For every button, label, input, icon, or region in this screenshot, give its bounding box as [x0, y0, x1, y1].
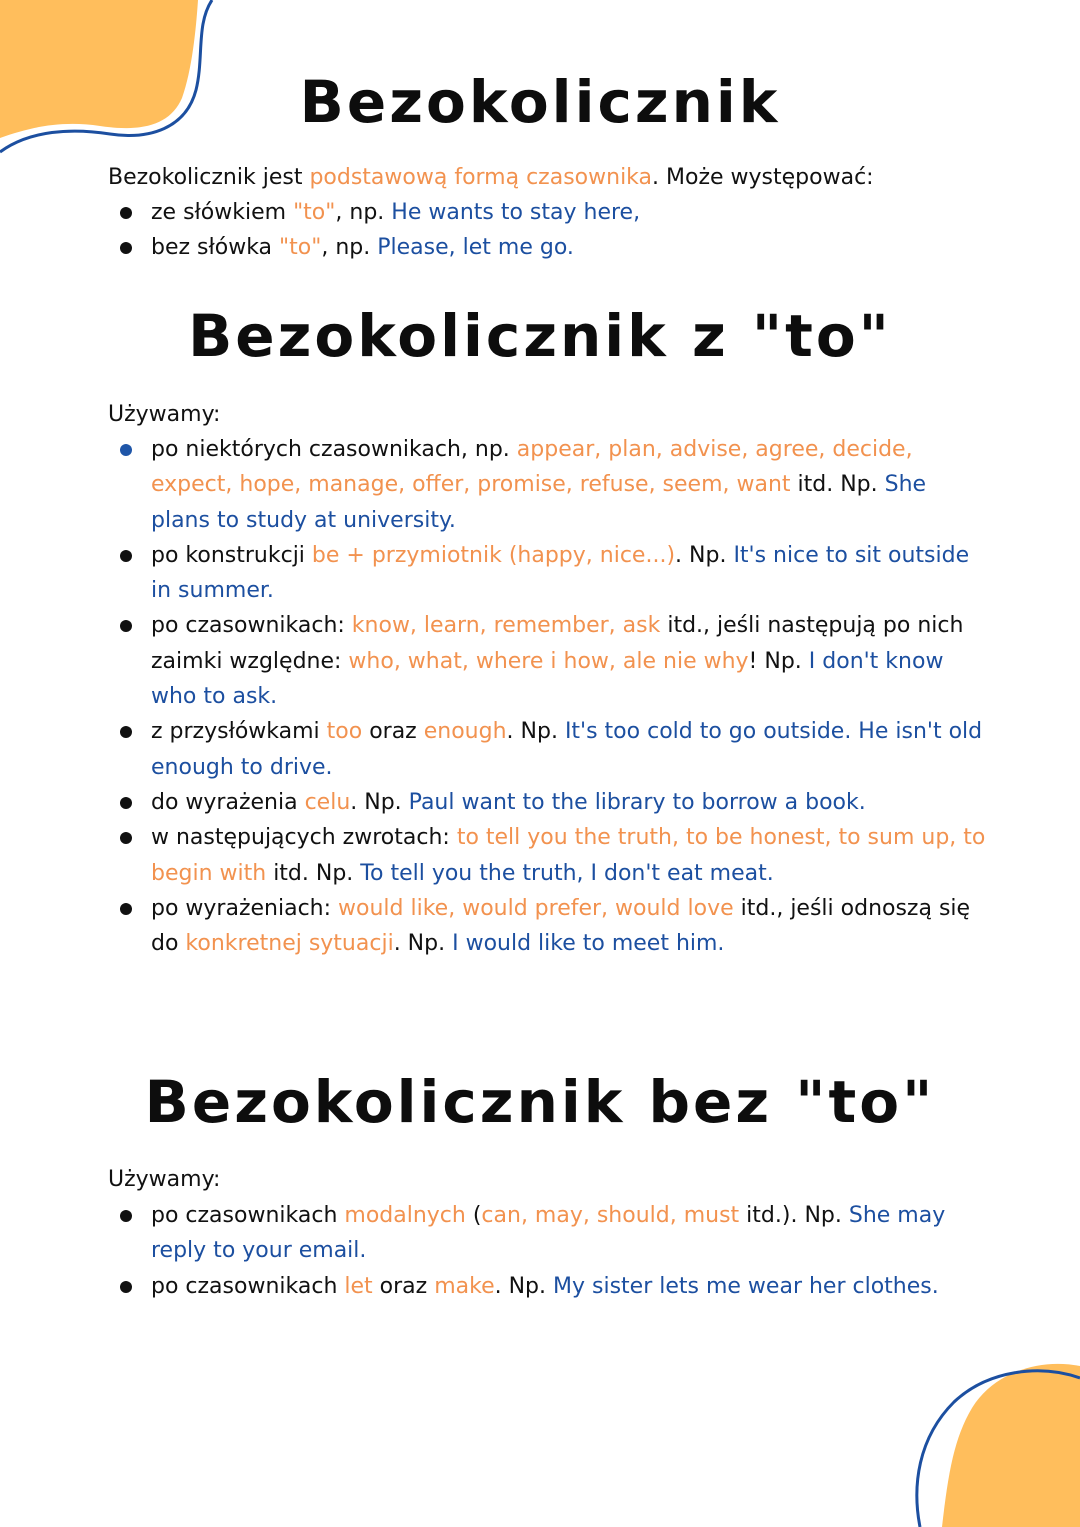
- text-segment: . Np.: [393, 931, 453, 957]
- list-item: [108, 820, 988, 891]
- intro-list: [108, 195, 988, 266]
- example-sentence: Please, let me go.: [377, 235, 574, 261]
- example-sentence: Paul want to the library to borrow a book.: [408, 789, 866, 815]
- highlight-term: podstawową formą czasownika: [309, 165, 653, 190]
- text-segment: itd. Np.: [266, 860, 361, 886]
- text-segment: po czasownikach: [151, 1273, 345, 1299]
- list-item: [108, 1269, 988, 1304]
- highlight-term: be + przymiotnik (happy, nice...): [311, 542, 676, 568]
- example-sentence: To tell you the truth, I don't eat meat.: [360, 860, 774, 886]
- text-segment: bez słówka: [151, 235, 280, 261]
- text-segment: . Może występować:: [652, 165, 874, 190]
- highlight-term: appear, plan, advise, agree, decide, expect, hope, manage, offer, promise, refuse, seem, want: [151, 437, 913, 498]
- text-segment: ze słówkiem: [151, 200, 294, 225]
- uzywamy-label-2: Używamy:: [108, 1167, 221, 1192]
- text-segment: oraz: [362, 719, 424, 745]
- text-segment: , np.: [335, 200, 392, 225]
- example-sentence: He wants to stay here,: [391, 200, 641, 225]
- highlight-term: let: [344, 1273, 373, 1299]
- list-item: [108, 195, 988, 230]
- highlight-term: who, what, where i how, ale nie why: [348, 648, 749, 674]
- list-item: [108, 538, 988, 609]
- text-segment: itd. Np.: [790, 472, 885, 498]
- highlight-term: to tell you the truth, to be honest, to sum up, to begin with: [151, 825, 986, 886]
- highlight-term: modalnych: [344, 1203, 466, 1228]
- text-segment: do wyrażenia: [151, 789, 305, 815]
- example-sentence: I would like to meet him.: [452, 931, 725, 957]
- highlight-term: can, may, should, must: [481, 1203, 740, 1228]
- highlight-term: know, learn, remember, ask: [351, 613, 661, 639]
- text-segment: itd.). Np.: [739, 1203, 849, 1228]
- text-segment: , np.: [321, 235, 378, 261]
- highlight-term: celu: [304, 789, 351, 815]
- intro-paragraph: [108, 160, 988, 195]
- highlight-term: "to": [279, 235, 322, 261]
- example-sentence: It's too cold to go outside. He isn't old enough to drive.: [151, 719, 983, 780]
- list-item: [108, 891, 988, 962]
- highlight-term: too: [326, 719, 363, 745]
- title-bezokolicznik: Bezokolicznik: [299, 68, 781, 136]
- uzywamy-label-1: Używamy:: [108, 402, 221, 427]
- highlight-term: "to": [293, 200, 336, 225]
- list-item: [108, 608, 988, 714]
- example-sentence: My sister lets me wear her clothes.: [553, 1273, 939, 1299]
- text-segment: . Np.: [506, 719, 565, 745]
- title-bezokolicznik-bez-to: Bezokolicznik bez "to": [144, 1068, 936, 1136]
- highlight-term: would like, would prefer, would love: [338, 895, 734, 921]
- highlight-term: enough: [423, 719, 507, 745]
- example-sentence: She may reply to your email.: [151, 1203, 946, 1264]
- text-segment: . Np.: [675, 542, 734, 568]
- corner-blob-bottom-right: [890, 1362, 1080, 1527]
- without-to-list: [108, 1198, 988, 1304]
- list-item: [108, 432, 988, 538]
- text-segment: itd., jeśli odnoszą się do: [151, 895, 971, 957]
- list-item: [108, 785, 988, 820]
- example-sentence: It's nice to sit outside in summer.: [151, 542, 970, 604]
- text-segment: itd., jeśli następują po nich zaimki względne:: [151, 613, 964, 674]
- list-item: [108, 714, 988, 785]
- text-segment: oraz: [372, 1273, 435, 1299]
- text-segment: po konstrukcji: [151, 542, 312, 568]
- text-segment: po czasownikach: [151, 1203, 345, 1228]
- title-bezokolicznik-z-to: Bezokolicznik z "to": [188, 302, 892, 370]
- list-item: [108, 1198, 988, 1269]
- text-segment: ! Np.: [748, 648, 809, 674]
- example-sentence: She plans to study at university.: [151, 472, 927, 533]
- text-segment: z przysłówkami: [151, 719, 327, 745]
- example-sentence: I don't know who to ask.: [151, 648, 944, 710]
- highlight-term: konkretnej sytuacji: [185, 931, 394, 957]
- text-segment: w następujących zwrotach:: [151, 825, 457, 851]
- text-segment: . Np.: [350, 789, 409, 815]
- text-segment: . Np.: [494, 1273, 554, 1299]
- text-segment: po niektórych czasownikach, np.: [151, 437, 517, 462]
- text-segment: po wyrażeniach:: [151, 895, 339, 921]
- list-item: [108, 230, 988, 265]
- text-segment: (: [465, 1203, 482, 1228]
- with-to-list: [108, 432, 988, 961]
- text-segment: po czasownikach:: [151, 613, 352, 639]
- highlight-term: make: [434, 1273, 495, 1299]
- text-segment: Bezokolicznik jest: [108, 165, 310, 190]
